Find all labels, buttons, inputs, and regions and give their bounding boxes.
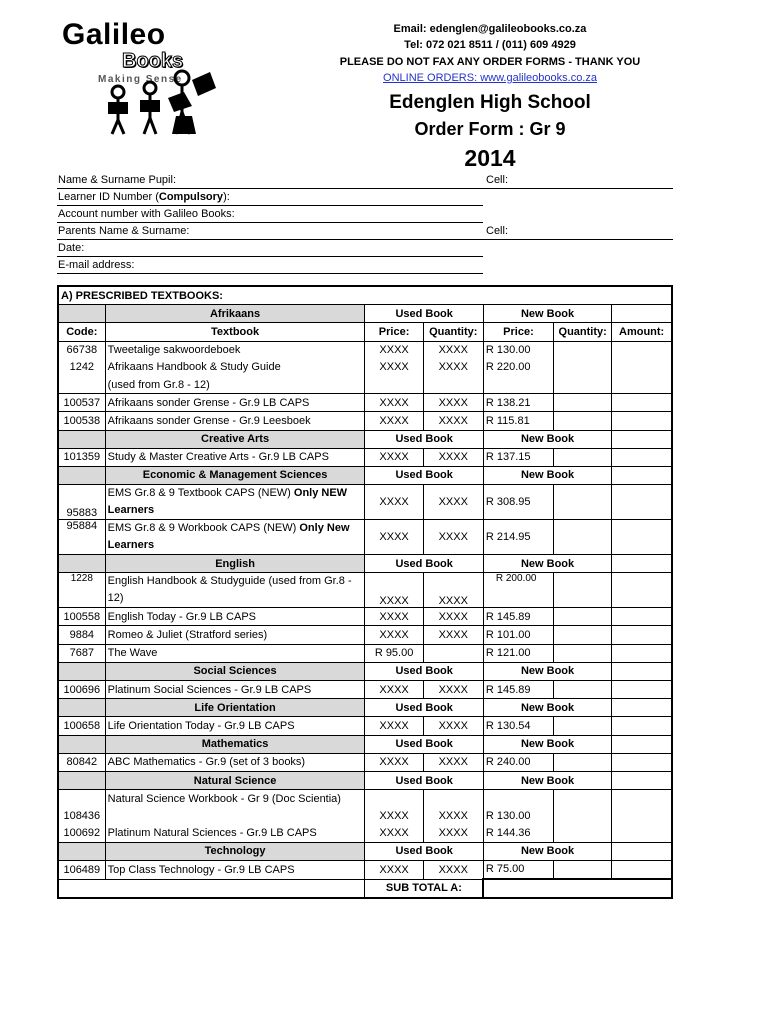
- parents-cell-line[interactable]: [483, 239, 673, 240]
- pupil-name-label: Name & Surname Pupil:: [58, 174, 176, 186]
- book-code: 100692: [58, 825, 105, 843]
- amount-cell[interactable]: [612, 359, 672, 376]
- new-quantity-cell[interactable]: [554, 860, 612, 879]
- new-quantity-cell[interactable]: [554, 644, 612, 662]
- table-row: [58, 448, 672, 466]
- col-used-quantity: Quantity:: [423, 323, 483, 341]
- subject-heading: Life Orientation: [105, 699, 365, 717]
- col-textbook: Textbook: [105, 323, 365, 341]
- form-year: 2014: [464, 145, 516, 171]
- table-row: [58, 412, 672, 430]
- amount-cell[interactable]: [612, 825, 672, 843]
- used-book-heading: Used Book: [365, 305, 483, 323]
- book-title: Romeo & Juliet (Stratford series): [105, 626, 365, 644]
- new-book-heading: New Book: [483, 555, 611, 573]
- new-price: R 308.95: [483, 485, 553, 520]
- galileo-logo: [60, 18, 220, 138]
- account-label: Account number with Galileo Books:: [58, 208, 235, 220]
- online-orders-link[interactable]: ONLINE ORDERS: www.galileobooks.co.za: [383, 72, 597, 84]
- amount-cell[interactable]: [612, 807, 672, 824]
- used-quantity[interactable]: XXXX: [423, 520, 483, 555]
- book-title-cont: (used from Gr.8 - 12): [105, 376, 365, 394]
- subtotal-label: SUB TOTAL A:: [365, 879, 483, 898]
- table-row: [58, 394, 672, 412]
- new-quantity-cell[interactable]: [554, 341, 612, 359]
- book-code: 108436: [58, 807, 105, 824]
- book-title: EMS Gr.8 & 9 Workbook CAPS (NEW) Only New Learners: [105, 520, 365, 555]
- logo-sub: Books: [122, 50, 184, 72]
- used-book-heading: Used Book: [365, 466, 483, 484]
- used-price: XXXX: [365, 717, 423, 735]
- used-quantity[interactable]: XXXX: [423, 412, 483, 430]
- subject-heading: Economic & Management Sciences: [105, 466, 365, 484]
- new-price: R 145.89: [483, 681, 553, 699]
- subject-heading: English: [105, 555, 365, 573]
- book-title: Life Orientation Today - Gr.9 LB CAPS: [105, 717, 365, 735]
- table-row: [58, 626, 672, 644]
- table-row: [58, 644, 672, 662]
- col-new-price: Price:: [483, 323, 553, 341]
- new-quantity-cell[interactable]: [554, 359, 612, 376]
- used-book-heading: Used Book: [365, 699, 483, 717]
- used-quantity[interactable]: XXXX: [423, 573, 483, 608]
- used-quantity[interactable]: XXXX: [423, 626, 483, 644]
- table-row: [58, 359, 672, 376]
- used-quantity[interactable]: XXXX: [423, 860, 483, 879]
- used-book-heading: Used Book: [365, 735, 483, 753]
- used-quantity[interactable]: XXXX: [423, 341, 483, 359]
- book-code: 1242: [58, 359, 105, 376]
- new-price: R 115.81: [483, 412, 553, 430]
- used-price: XXXX: [365, 860, 423, 879]
- parents-cell-label: Cell:: [486, 225, 509, 237]
- order-table: [57, 285, 673, 899]
- table-row: [58, 485, 672, 520]
- table-row: [58, 790, 672, 808]
- new-book-heading: New Book: [483, 699, 611, 717]
- account-line[interactable]: [57, 222, 483, 223]
- book-title: Platinum Social Sciences - Gr.9 LB CAPS: [105, 681, 365, 699]
- form-title: Order Form : Gr 9: [414, 119, 566, 139]
- used-quantity[interactable]: XXXX: [423, 681, 483, 699]
- new-book-heading: New Book: [483, 430, 611, 448]
- pupil-cell-line[interactable]: [483, 188, 673, 189]
- book-code: 66738: [58, 341, 105, 359]
- book-title: Tweetalige sakwoordeboek: [105, 341, 365, 359]
- new-price: R 144.36: [483, 825, 553, 843]
- book-code: 100558: [58, 608, 105, 626]
- amount-cell[interactable]: [612, 485, 672, 520]
- contact-email: Email: edenglen@galileobooks.co.za: [393, 23, 587, 35]
- new-book-heading: New Book: [483, 466, 611, 484]
- table-row: [58, 520, 672, 555]
- table-row: [58, 608, 672, 626]
- new-quantity-cell[interactable]: [554, 681, 612, 699]
- used-quantity[interactable]: XXXX: [423, 753, 483, 771]
- book-code: 9884: [58, 626, 105, 644]
- subject-heading: Technology: [105, 842, 365, 860]
- col-new-quantity: Quantity:: [554, 323, 612, 341]
- book-code: 1228: [58, 573, 105, 608]
- book-title: Afrikaans Handbook & Study Guide: [105, 359, 365, 376]
- new-price: R 75.00: [483, 860, 553, 879]
- subject-heading: Mathematics: [105, 735, 365, 753]
- amount-cell[interactable]: [612, 608, 672, 626]
- date-line[interactable]: [57, 256, 483, 257]
- amount-cell[interactable]: [612, 412, 672, 430]
- table-row: [58, 860, 672, 879]
- amount-cell[interactable]: [612, 860, 672, 879]
- used-quantity[interactable]: XXXX: [423, 485, 483, 520]
- table-row: [58, 681, 672, 699]
- table-row: [58, 341, 672, 359]
- new-price: R 145.89: [483, 608, 553, 626]
- learner-id-line[interactable]: [57, 205, 483, 206]
- book-title: EMS Gr.8 & 9 Textbook CAPS (NEW) Only NEW Learners: [105, 485, 365, 520]
- amount-cell[interactable]: [612, 681, 672, 699]
- amount-cell[interactable]: [612, 626, 672, 644]
- new-price: R 200.00: [483, 573, 553, 608]
- used-book-heading: Used Book: [365, 662, 483, 680]
- subject-heading: Social Sciences: [105, 662, 365, 680]
- new-price: R 220.00: [483, 359, 553, 376]
- subtotal-field[interactable]: [483, 879, 672, 898]
- new-price: R 138.21: [483, 394, 553, 412]
- used-book-heading: Used Book: [365, 771, 483, 789]
- new-book-heading: New Book: [483, 735, 611, 753]
- used-price: XXXX: [365, 448, 423, 466]
- contact-tel: Tel: 072 021 8511 / (011) 609 4929: [404, 39, 576, 51]
- used-book-heading: Used Book: [365, 430, 483, 448]
- used-quantity[interactable]: XXXX: [423, 394, 483, 412]
- subject-heading: Natural Science: [105, 771, 365, 789]
- table-row: [58, 717, 672, 735]
- amount-cell[interactable]: [612, 717, 672, 735]
- date-label: Date:: [58, 242, 85, 254]
- pupil-name-line[interactable]: [57, 188, 483, 189]
- book-title: Afrikaans sonder Grense - Gr.9 LB CAPS: [105, 394, 365, 412]
- used-price: XXXX: [365, 626, 423, 644]
- book-title: Afrikaans sonder Grense - Gr.9 Leesboek: [105, 412, 365, 430]
- book-title: ABC Mathematics - Gr.9 (set of 3 books): [105, 753, 365, 771]
- learner-id-label: Learner ID Number (Compulsory):: [58, 191, 230, 203]
- new-quantity-cell[interactable]: [554, 608, 612, 626]
- amount-cell[interactable]: [612, 573, 672, 608]
- fax-notice: PLEASE DO NOT FAX ANY ORDER FORMS - THANK YOU: [339, 56, 641, 68]
- used-quantity[interactable]: XXXX: [423, 807, 483, 824]
- parents-name-line[interactable]: [57, 239, 483, 240]
- school-name: Edenglen High School: [389, 92, 591, 113]
- new-book-heading: New Book: [483, 771, 611, 789]
- amount-cell[interactable]: [612, 520, 672, 555]
- table-row: [58, 573, 672, 608]
- new-quantity-cell[interactable]: [554, 394, 612, 412]
- amount-cell[interactable]: [612, 644, 672, 662]
- new-quantity-cell[interactable]: [554, 485, 612, 520]
- new-quantity-cell[interactable]: [554, 626, 612, 644]
- used-price: XXXX: [365, 359, 423, 376]
- new-quantity-cell[interactable]: [554, 448, 612, 466]
- new-quantity-cell[interactable]: [554, 573, 612, 608]
- new-price: R 240.00: [483, 753, 553, 771]
- used-price: XXXX: [365, 341, 423, 359]
- book-code: 80842: [58, 753, 105, 771]
- new-price: R 214.95: [483, 520, 553, 555]
- book-title: English Today - Gr.9 LB CAPS: [105, 608, 365, 626]
- used-price: XXXX: [365, 394, 423, 412]
- table-row: [58, 807, 672, 824]
- book-code: 100696: [58, 681, 105, 699]
- new-quantity-cell[interactable]: [554, 717, 612, 735]
- email-label: E-mail address:: [58, 259, 135, 271]
- used-price: XXXX: [365, 520, 423, 555]
- subject-heading: Creative Arts: [105, 430, 365, 448]
- new-quantity-cell[interactable]: [554, 412, 612, 430]
- book-code: 95884: [58, 520, 105, 555]
- table-row: [58, 825, 672, 843]
- new-book-heading: New Book: [483, 842, 611, 860]
- used-book-heading: Used Book: [365, 842, 483, 860]
- book-code: 101359: [58, 448, 105, 466]
- used-quantity[interactable]: XXXX: [423, 608, 483, 626]
- col-code: Code:: [58, 323, 105, 341]
- book-code: 100537: [58, 394, 105, 412]
- used-quantity[interactable]: XXXX: [423, 448, 483, 466]
- logo-tagline: Making Sense: [98, 74, 183, 85]
- book-code: 100538: [58, 412, 105, 430]
- used-price: XXXX: [365, 807, 423, 824]
- used-book-heading: Used Book: [365, 555, 483, 573]
- new-book-heading: New Book: [483, 662, 611, 680]
- new-quantity-cell[interactable]: [554, 807, 612, 824]
- used-price: XXXX: [365, 681, 423, 699]
- amount-cell[interactable]: [612, 448, 672, 466]
- new-quantity-cell[interactable]: [554, 825, 612, 843]
- logo-brand: Galileo: [62, 18, 166, 51]
- used-price: XXXX: [365, 485, 423, 520]
- amount-cell[interactable]: [612, 394, 672, 412]
- new-price: R 101.00: [483, 626, 553, 644]
- reading-kids-icon: [100, 62, 220, 138]
- used-price: R 95.00: [365, 644, 423, 662]
- subject-heading: Afrikaans: [105, 305, 365, 323]
- pupil-cell-label: Cell:: [486, 174, 509, 186]
- book-title: English Handbook & Studyguide (used from Gr.8 - 12): [105, 573, 365, 608]
- used-price: XXXX: [365, 753, 423, 771]
- new-price: R 130.00: [483, 341, 553, 359]
- book-title: Natural Science Workbook - Gr 9 (Doc Scientia): [105, 790, 365, 808]
- book-code: 100658: [58, 717, 105, 735]
- col-amount: Amount:: [612, 323, 672, 341]
- table-row: [58, 753, 672, 771]
- book-code: 95883: [58, 485, 105, 520]
- new-book-heading: New Book: [483, 305, 611, 323]
- new-price: R 130.00: [483, 807, 553, 824]
- amount-cell[interactable]: [612, 341, 672, 359]
- parents-name-label: Parents Name & Surname:: [58, 225, 190, 237]
- book-title: The Wave: [105, 644, 365, 662]
- book-code: 7687: [58, 644, 105, 662]
- new-quantity-cell[interactable]: [554, 753, 612, 771]
- used-quantity[interactable]: XXXX: [423, 717, 483, 735]
- book-title: Study & Master Creative Arts - Gr.9 LB CAPS: [105, 448, 365, 466]
- new-price: R 121.00: [483, 644, 553, 662]
- col-used-price: Price:: [365, 323, 423, 341]
- used-quantity[interactable]: XXXX: [423, 359, 483, 376]
- used-quantity[interactable]: [423, 644, 483, 662]
- new-price: R 130.54: [483, 717, 553, 735]
- new-price: R 137.15: [483, 448, 553, 466]
- email-line[interactable]: [57, 273, 483, 274]
- amount-cell[interactable]: [612, 753, 672, 771]
- table-row: [58, 376, 672, 394]
- used-price: XXXX: [365, 412, 423, 430]
- used-price: XXXX: [365, 825, 423, 843]
- new-quantity-cell[interactable]: [554, 520, 612, 555]
- used-price: XXXX: [365, 573, 423, 608]
- section-heading: A) PRESCRIBED TEXTBOOKS:: [58, 286, 672, 305]
- book-title: Top Class Technology - Gr.9 LB CAPS: [105, 860, 365, 879]
- used-quantity[interactable]: XXXX: [423, 825, 483, 843]
- book-code: 106489: [58, 860, 105, 879]
- book-title: Platinum Natural Sciences - Gr.9 LB CAPS: [105, 825, 365, 843]
- used-price: XXXX: [365, 608, 423, 626]
